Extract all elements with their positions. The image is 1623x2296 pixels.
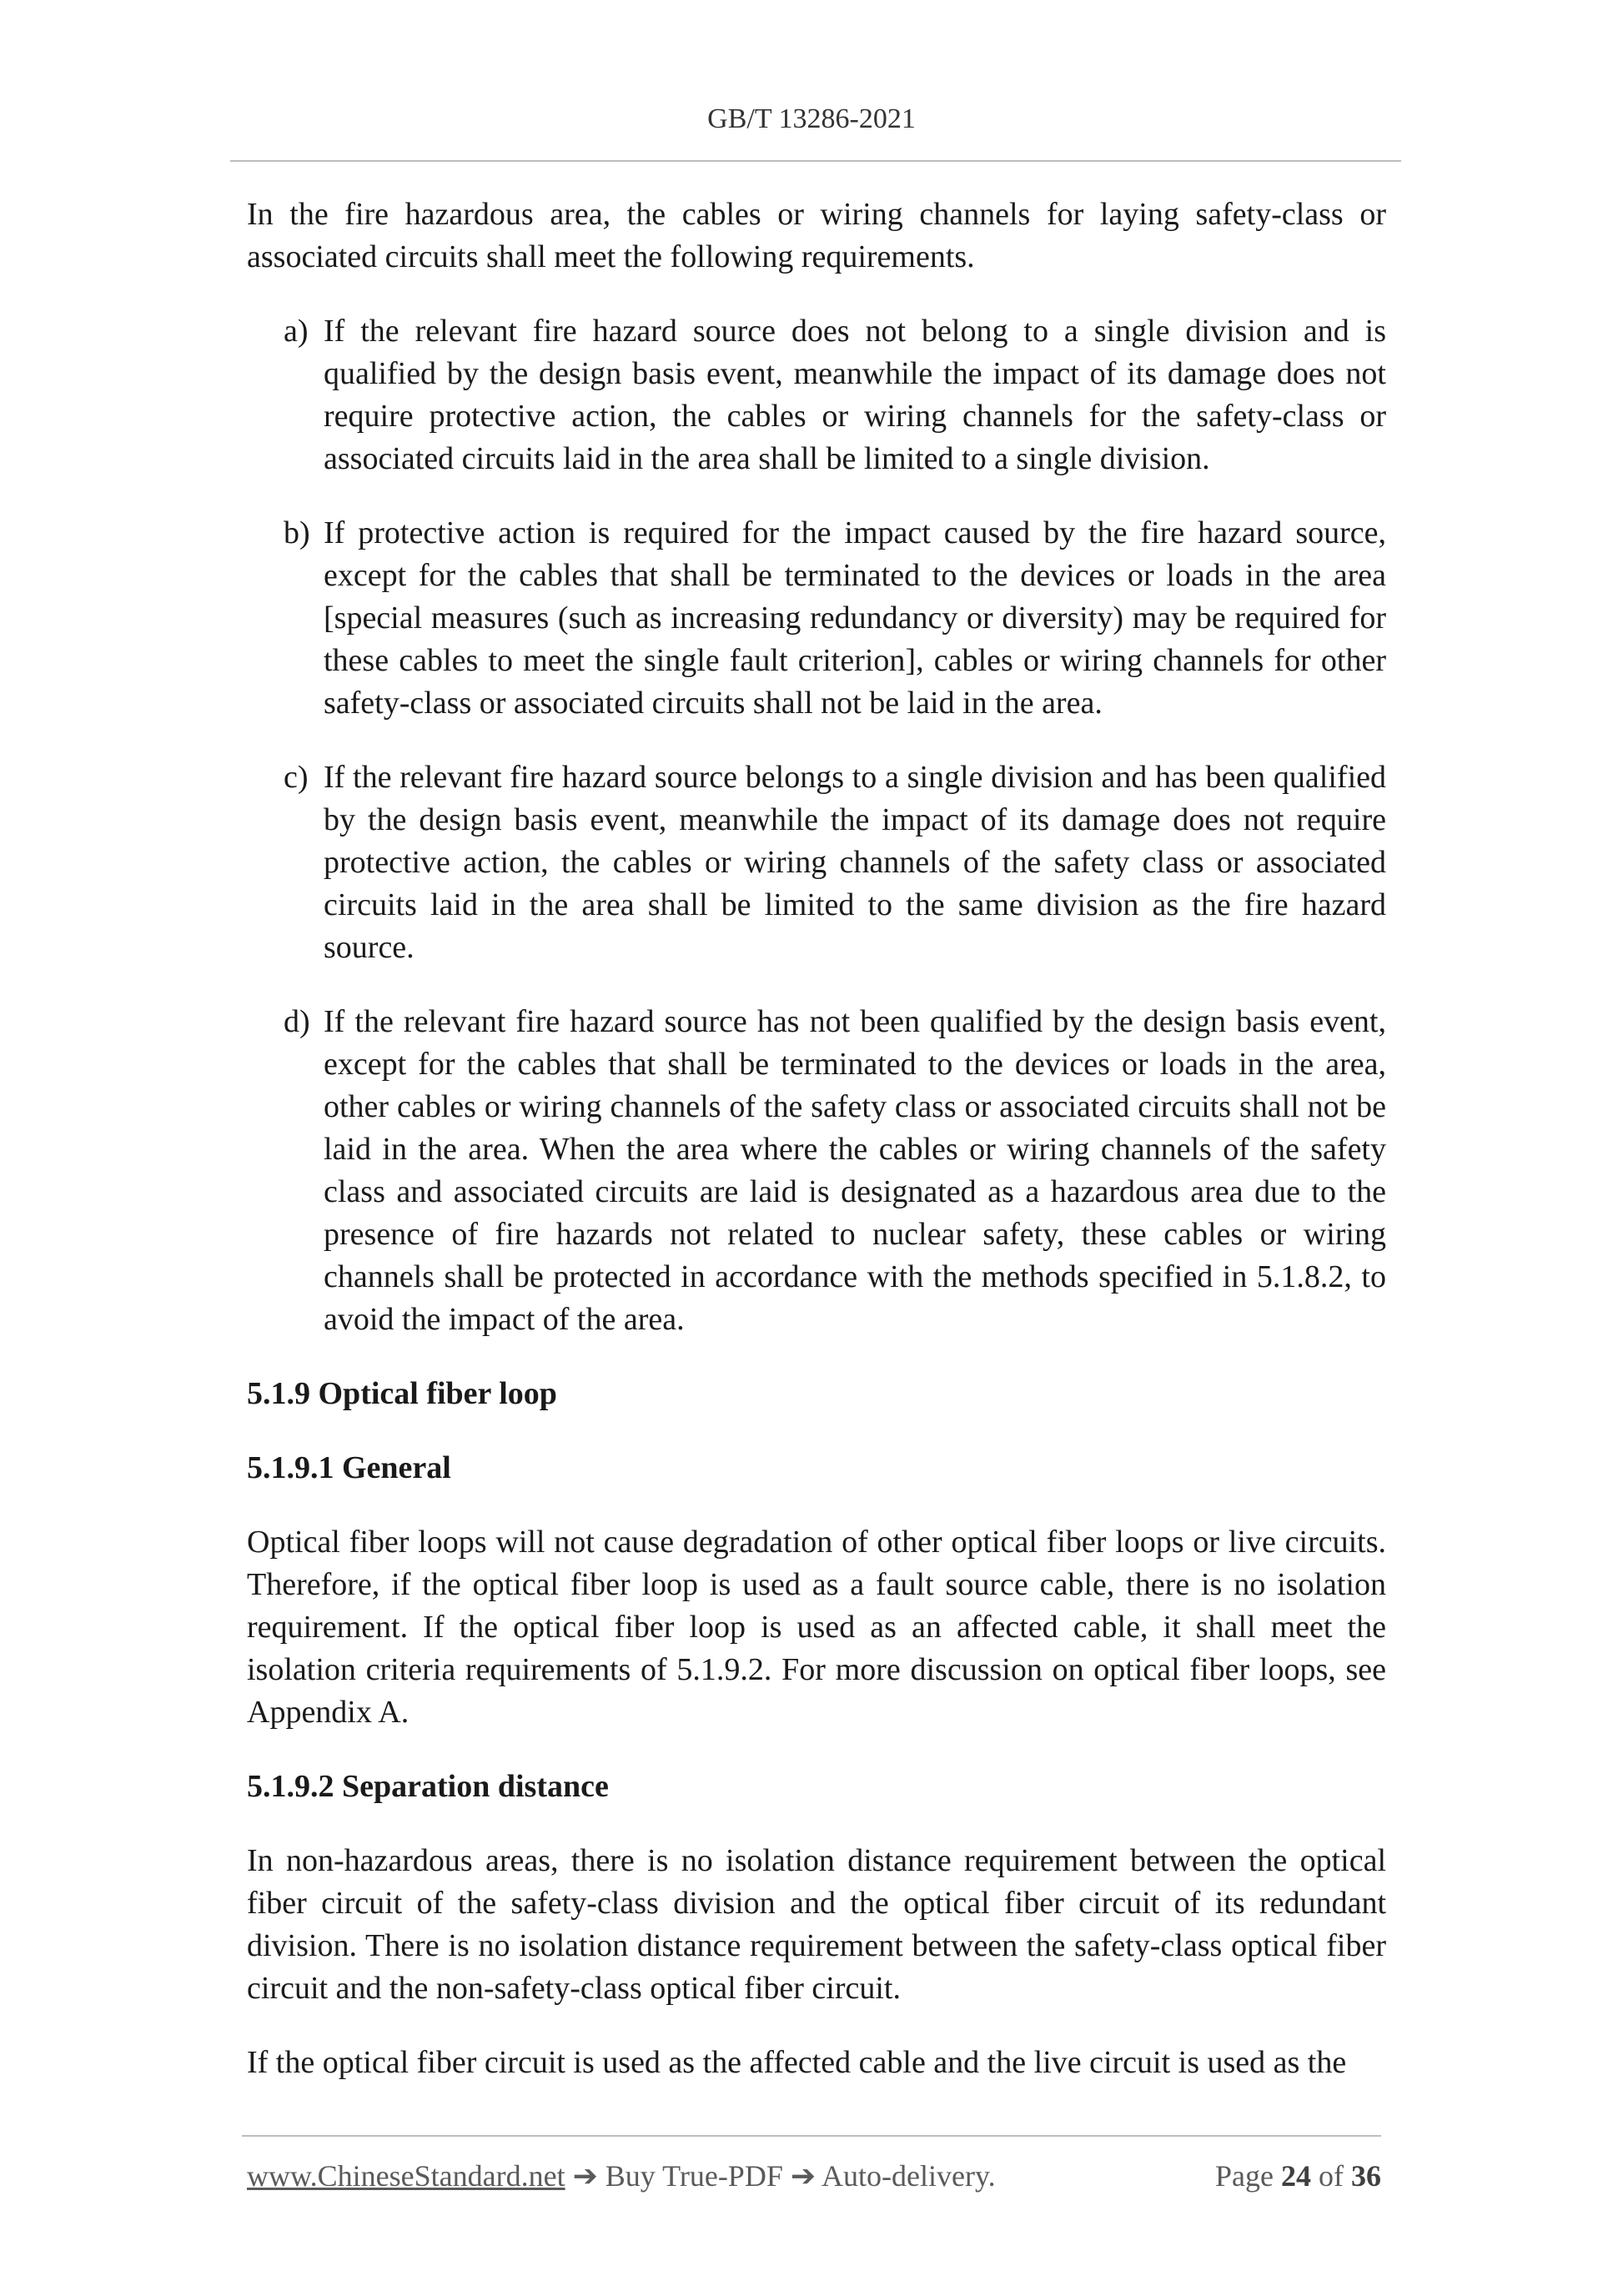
section-heading-5-1-9-2: 5.1.9.2 Separation distance: [247, 1769, 609, 1804]
list-marker: c): [284, 760, 309, 795]
list-marker: d): [284, 1004, 310, 1039]
footer-promo: [247, 2158, 996, 2193]
separation-paragraph: In non-hazardous areas, there is no isolation distance requirement between the optical fiber circuit of the safety-class division and the optical fiber circuit of its redundant division. There is no isolation distance requirement between the safety-class optical fiber circuit and the non-safety-class optical fiber circuit.: [247, 1843, 1386, 2006]
document-body: [247, 193, 1386, 2116]
list-item-c: [247, 756, 1386, 969]
website-link[interactable]: www.ChineseStandard.net: [247, 2159, 565, 2193]
list-marker: a): [284, 314, 309, 349]
of-label: of: [1319, 2159, 1344, 2193]
list-item-text: If the relevant fire hazard source belongs to a single division and has been qualified by the design basis event, meanwhile the impact of its damage does not require protective action, the cables or wiring channels of the safety class or associated circuits laid in the area shall be limited to the same division as the fire hazard source.: [324, 760, 1386, 965]
section-heading-5-1-9-1: 5.1.9.1 General: [247, 1450, 451, 1485]
current-page-number: 24: [1281, 2159, 1311, 2193]
list-item-text: If protective action is required for the impact caused by the fire hazard source, except for the cables that shall be terminated to the devices or loads in the area [special measures (such as increasing redundancy or diversity) may be required for these cables to meet the single fault criterion], cables or wiring channels for other safety-class or associated circuits shall not be laid in the area.: [324, 515, 1386, 721]
list-item-text: If the relevant fire hazard source has not been qualified by the design basis event, except for the cables that shall be terminated to the devices or loads in the area, other cables or wiring channels of the safety class or associated circuits shall not be laid in the area. When the area where the cables or wiring channels of the safety class and associated circuits are laid is designated as a hazardous area due to the presence of fire hazards not related to nuclear safety, these cables or wiring channels shall be protected in accordance with the methods specified in 5.1.8.2, to avoid the impact of the area.: [324, 1004, 1386, 1337]
buy-pdf-link[interactable]: Buy True-PDF: [605, 2159, 783, 2193]
list-item-a: [247, 310, 1386, 480]
list-item-d: [247, 1001, 1386, 1341]
list-item-text: If the relevant fire hazard source does not belong to a single division and is qualified by the design basis event, meanwhile the impact of its damage does not require protective action, the cables or wiring channels for the safety-class or associated circuits laid in the area shall be limited to a single division.: [324, 314, 1386, 476]
page-label: Page: [1215, 2159, 1274, 2193]
list-marker: b): [284, 515, 310, 550]
intro-paragraph: In the fire hazardous area, the cables or wiring channels for laying safety-class or associated circuits shall meet the following requirements.: [247, 197, 1386, 274]
list-item-b: [247, 512, 1386, 725]
footer-divider: [242, 2135, 1381, 2137]
page-indicator: [1215, 2158, 1381, 2193]
general-paragraph: Optical fiber loops will not cause degradation of other optical fiber loops or live circuits. Therefore, if the optical fiber loop is used as a fault source cable, there is no isolation requirement. If the optical fiber loop is used as an affected cable, it shall meet the isolation criteria requirements of 5.1.9.2. For more discussion on optical fiber loops, see Appendix A.: [247, 1525, 1386, 1730]
document-id: GB/T 13286-2021: [707, 103, 916, 134]
total-pages-number: 36: [1351, 2159, 1381, 2193]
affected-cable-paragraph: If the optical fiber circuit is used as the affected cable and the live circuit is used as the: [247, 2045, 1347, 2080]
auto-delivery-text: Auto-delivery.: [822, 2159, 996, 2193]
arrow-right-icon: ➔: [790, 2159, 817, 2193]
header-divider: [230, 160, 1401, 162]
page-header: [0, 103, 1623, 135]
arrow-right-icon: ➔: [572, 2159, 598, 2193]
section-heading-5-1-9: 5.1.9 Optical fiber loop: [247, 1376, 557, 1411]
